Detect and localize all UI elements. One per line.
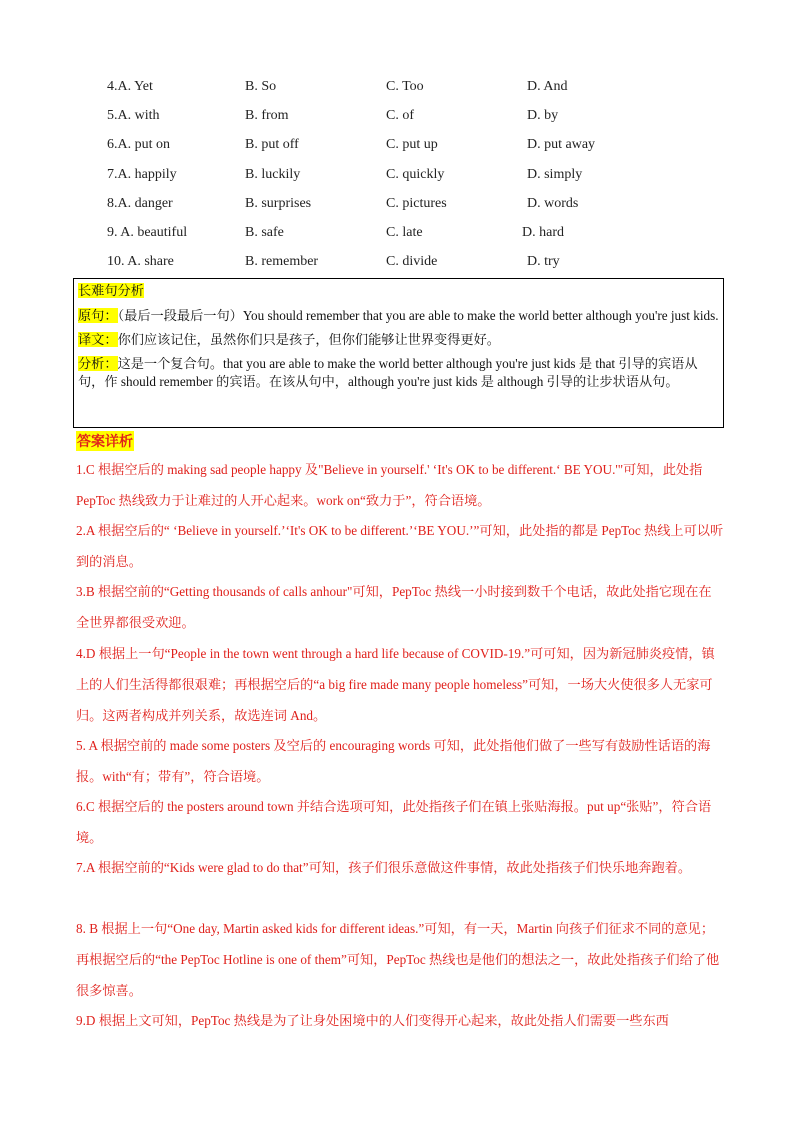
- translation-text: 你们应该记住，虽然你们只是孩子，但你们能够让世界变得更好。: [117, 332, 500, 347]
- option-a: 8.A. danger: [107, 196, 173, 211]
- answer-9: 9.D 根据上文可知，PepToc 热线是为了让身处困境中的人们变得开心起来，故此处指人们需要一些东西: [76, 1013, 669, 1028]
- option-c: C. late: [386, 225, 423, 240]
- analysis: [78, 355, 719, 391]
- option-row-5: [0, 108, 800, 130]
- option-d: D. try: [527, 254, 560, 269]
- answer-8: 8. B 根据上一句“One day, Martin asked kids for different ideas.”可知，有一天，Martin 向孩子们征求不同的意见；再根据空后的“the PepToc Hotline is one of them”可知，PepToc 热线也是他们的想法之一，故此处指孩子们给了他很多惊喜。: [76, 921, 720, 998]
- translation: [78, 331, 719, 349]
- original-text: （最后一段最后一句）You should remember that you are able to make the world better although you're just kids.: [117, 308, 719, 323]
- option-b: B. surprises: [245, 196, 312, 211]
- answer-4: 4.D 根据上一句“People in the town went through a hard life because of COVID-19.”可可知，因为新冠肺炎疫情，镇上的人们生活得都很艰难；再根据空后的“a big fire made many people homeless”可知，一场大火使很多人无家可归。这两者构成并列关系，故选连词 And。: [76, 646, 715, 723]
- option-b: B. remember: [245, 254, 319, 269]
- option-d: D. by: [527, 108, 559, 123]
- option-b: B. from: [245, 108, 289, 123]
- translation-label: 译文：: [78, 332, 118, 347]
- option-a: 4.A. Yet: [107, 79, 153, 94]
- analysis-label: 分析：: [78, 356, 118, 371]
- option-b: B. So: [245, 79, 277, 94]
- original-label: 原句：: [78, 308, 118, 323]
- option-d: D. simply: [527, 167, 583, 182]
- option-b: B. luckily: [245, 167, 301, 182]
- answer-1: 1.C 根据空后的 making sad people happy 及"Believe in yourself.' ‘It's OK to be different.‘ BE YOU.'"可知，此处指 PepToc 热线致力于让难过的人开心起来。work on“致力于”，符合语境。: [76, 462, 703, 508]
- option-row-7: [0, 167, 800, 189]
- option-d: D. And: [527, 79, 568, 94]
- option-c: C. divide: [386, 254, 438, 269]
- answer-2: 2.A 根据空后的“ ‘Believe in yourself.’‘It's OK to be different.’‘BE YOU.’”可知，此处指的都是 PepToc 热线上可以听到的消息。: [76, 523, 724, 569]
- option-d: D. put away: [527, 137, 596, 152]
- analysis-heading: [78, 282, 719, 301]
- answer-3: 3.B 根据空前的“Getting thousands of calls anhour"可知，PepToc 热线一小时接到数千个电话，故此处指它现在在全世界都很受欢迎。: [76, 584, 712, 630]
- option-row-8: [0, 196, 800, 218]
- option-b: B. safe: [245, 225, 284, 240]
- answers-title: 答案详析: [76, 431, 134, 451]
- option-a: 9. A. beautiful: [107, 225, 188, 240]
- analysis-text: 这是一个复合句。that you are able to make the world better although you're just kids 是 that 引导的宾语从句，作 should remember 的宾语。在该从句中，although you're just kids 是 although 引导的让步状语从句。: [78, 356, 698, 389]
- option-d: D. hard: [522, 225, 564, 240]
- option-a: 6.A. put on: [107, 137, 170, 152]
- option-row-4: [0, 79, 800, 101]
- analysis-heading-text: 长难句分析: [78, 283, 144, 298]
- option-row-6: [0, 137, 800, 159]
- option-b: B. put off: [245, 137, 299, 152]
- option-row-10: [0, 254, 800, 276]
- option-d: D. words: [527, 196, 579, 211]
- answer-5: 5. A 根据空前的 made some posters 及空后的 encouraging words 可知，此处指他们做了一些写有鼓励性话语的海报。with“有；带有”，符合语境。: [76, 738, 711, 784]
- answer-7: 7.A 根据空前的“Kids were glad to do that”可知，孩子们很乐意做这件事情，故此处指孩子们快乐地奔跑着。: [76, 860, 692, 875]
- option-c: C. Too: [386, 79, 424, 94]
- original-sentence: [78, 307, 719, 325]
- option-row-9: [0, 225, 800, 247]
- sentence-analysis-box: [73, 278, 724, 428]
- option-c: C. put up: [386, 137, 438, 152]
- option-a: 5.A. with: [107, 108, 160, 123]
- option-a: 10. A. share: [107, 254, 174, 269]
- option-c: C. quickly: [386, 167, 445, 182]
- answer-6: 6.C 根据空后的 the posters around town 并结合选项可知，此处指孩子们在镇上张贴海报。put up“张贴”，符合语境。: [76, 799, 712, 845]
- option-c: C. pictures: [386, 196, 447, 211]
- option-c: C. of: [386, 108, 414, 123]
- option-a: 7.A. happily: [107, 167, 177, 182]
